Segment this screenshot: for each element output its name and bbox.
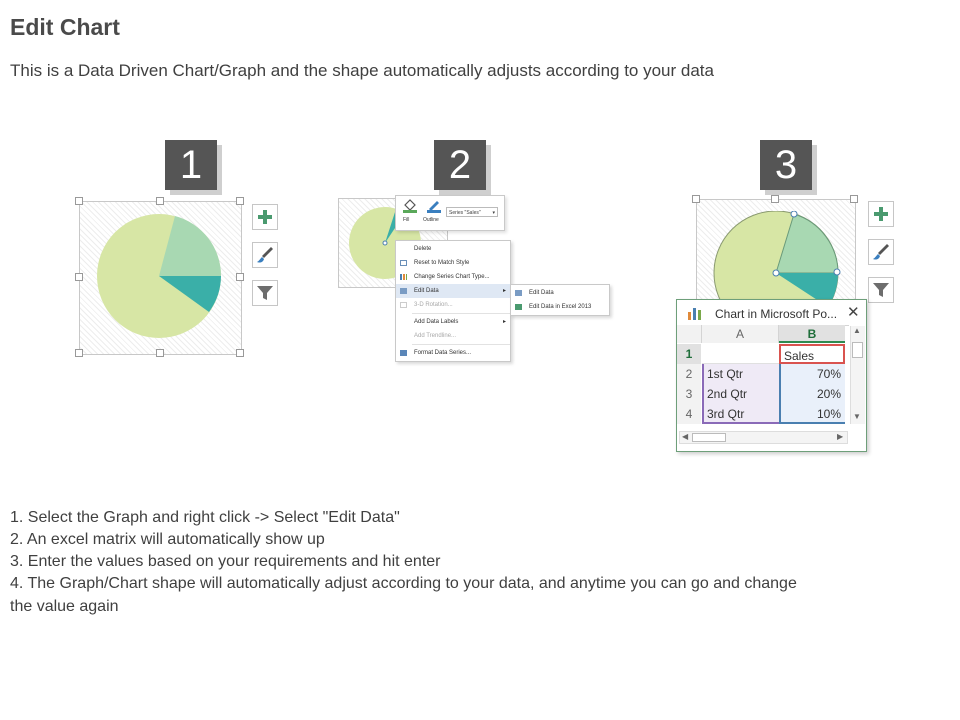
menu-item-label: Add Data Labels <box>414 319 459 325</box>
format-series-icon <box>400 350 407 356</box>
menu-item-add-trendline[interactable] <box>396 329 510 343</box>
scroll-right-icon[interactable]: ▶ <box>837 432 844 441</box>
menu-item-3d-rotation[interactable] <box>396 298 510 312</box>
chart-filters-button[interactable] <box>252 280 278 306</box>
chevron-down-icon: ▾ <box>492 210 495 216</box>
brush-icon <box>869 240 893 264</box>
close-icon[interactable]: ✕ <box>847 304 860 321</box>
context-menu <box>395 240 511 362</box>
cell-b1[interactable]: Sales <box>779 344 845 364</box>
menu-separator <box>412 344 510 345</box>
pie-chart[interactable] <box>96 214 224 338</box>
menu-item-delete[interactable] <box>396 242 510 256</box>
menu-item-label: Add Trendline... <box>414 333 457 339</box>
edit-data-icon <box>400 288 407 294</box>
chart-elements-button[interactable] <box>868 201 894 227</box>
cell-a4[interactable]: 3rd Qtr <box>702 404 779 424</box>
filter-icon <box>869 278 893 302</box>
menu-item-reset-style[interactable] <box>396 256 510 270</box>
excel-icon <box>515 304 522 310</box>
series-select[interactable] <box>446 207 498 217</box>
instruction-2: 2. An excel matrix will automatically show up <box>10 531 325 548</box>
row-header-3[interactable]: 3 <box>677 384 701 404</box>
chart-styles-button[interactable] <box>252 242 278 268</box>
submenu-arrow-icon: ▸ <box>502 288 506 294</box>
menu-item-change-chart-type[interactable] <box>396 270 510 284</box>
instruction-1: 1. Select the Graph and right click -> Select "Edit Data" <box>10 509 400 526</box>
edit-data-submenu <box>510 284 610 316</box>
cell-a3[interactable]: 2nd Qtr <box>702 384 779 404</box>
instruction-4: 4. The Graph/Chart shape will automatically adjust according to your data, and anytime you can go and change <box>10 575 797 592</box>
resize-handle[interactable] <box>771 195 779 203</box>
cell-a1[interactable] <box>702 344 779 364</box>
menu-item-edit-data[interactable] <box>396 284 510 298</box>
chart-filters-button[interactable] <box>868 277 894 303</box>
fill-label: Fill <box>403 217 410 223</box>
submenu-item-label: Edit Data in Excel 2013 <box>529 304 592 310</box>
submenu-item-edit-in-excel[interactable] <box>511 300 609 314</box>
instruction-4-continued: the value again <box>10 598 119 615</box>
cell-a2[interactable]: 1st Qtr <box>702 364 779 384</box>
chart-elements-button[interactable] <box>252 204 278 230</box>
select-all-corner[interactable] <box>677 325 702 343</box>
resize-handle[interactable] <box>850 195 858 203</box>
plus-icon <box>869 202 893 226</box>
menu-item-label: Reset to Match Style <box>414 260 470 266</box>
format-mini-toolbar <box>395 195 505 231</box>
scroll-left-icon[interactable]: ◀ <box>682 432 689 441</box>
reset-style-icon <box>400 260 407 266</box>
plus-icon <box>253 205 277 229</box>
menu-item-label: Delete <box>414 246 432 252</box>
column-header-a[interactable]: A <box>702 325 779 343</box>
resize-handle[interactable] <box>156 349 164 357</box>
row-header-2[interactable]: 2 <box>677 364 701 384</box>
menu-item-format-data-series[interactable] <box>396 346 510 360</box>
menu-item-label: Change Series Chart Type... <box>414 274 490 280</box>
menu-item-label: Edit Data <box>414 288 439 294</box>
step-number-3: 3 <box>760 140 812 190</box>
edit-data-icon <box>515 290 522 296</box>
vertical-scrollbar[interactable] <box>850 326 865 424</box>
scrollbar-thumb[interactable] <box>852 342 863 358</box>
series-select-value: Series "Sales" <box>449 210 481 216</box>
resize-handle[interactable] <box>236 273 244 281</box>
bar-chart-icon <box>687 306 703 320</box>
excel-data-window <box>676 299 867 452</box>
resize-handle[interactable] <box>236 349 244 357</box>
step-number-2: 2 <box>434 140 486 190</box>
brush-icon <box>253 243 277 267</box>
step3-pie-chart[interactable] <box>712 211 842 311</box>
column-header-b[interactable]: B <box>779 325 845 343</box>
menu-item-add-data-labels[interactable] <box>396 315 510 329</box>
submenu-item-label: Edit Data <box>529 290 554 296</box>
page-subtitle: This is a Data Driven Chart/Graph and the shape automatically adjusts according to your data <box>10 61 714 80</box>
menu-separator <box>412 313 510 314</box>
scrollbar-thumb[interactable] <box>692 433 726 442</box>
resize-handle[interactable] <box>236 197 244 205</box>
submenu-item-edit-data[interactable] <box>511 286 609 300</box>
chart-styles-button[interactable] <box>868 239 894 265</box>
cell-b3[interactable]: 20% <box>779 384 845 404</box>
page-title: Edit Chart <box>10 14 120 40</box>
excel-window-title: Chart in Microsoft Po... <box>715 307 838 321</box>
cell-b2[interactable]: 70% <box>779 364 845 384</box>
step-number-1: 1 <box>165 140 217 190</box>
resize-handle[interactable] <box>692 195 700 203</box>
delete-icon <box>400 246 407 252</box>
horizontal-scrollbar[interactable] <box>679 431 848 444</box>
scroll-down-icon[interactable]: ▼ <box>853 412 861 421</box>
outline-label: Outline <box>423 217 439 223</box>
resize-handle[interactable] <box>75 273 83 281</box>
row-header-4[interactable]: 4 <box>677 404 701 424</box>
row-header-1[interactable]: 1 <box>677 344 701 364</box>
bar-chart-icon <box>400 274 407 280</box>
instruction-3: 3. Enter the values based on your requirements and hit enter <box>10 553 441 570</box>
submenu-arrow-icon: ▸ <box>502 319 506 325</box>
resize-handle[interactable] <box>75 197 83 205</box>
resize-handle[interactable] <box>156 197 164 205</box>
fill-bucket-icon[interactable] <box>402 199 418 213</box>
resize-handle[interactable] <box>75 349 83 357</box>
outline-pen-icon[interactable] <box>426 199 442 213</box>
cell-b4[interactable]: 10% <box>779 404 845 424</box>
menu-item-label: Format Data Series... <box>414 350 472 356</box>
filter-icon <box>253 281 277 305</box>
scroll-up-icon[interactable]: ▲ <box>853 326 861 335</box>
menu-item-label: 3-D Rotation... <box>414 302 453 308</box>
rotation-icon <box>400 302 407 308</box>
